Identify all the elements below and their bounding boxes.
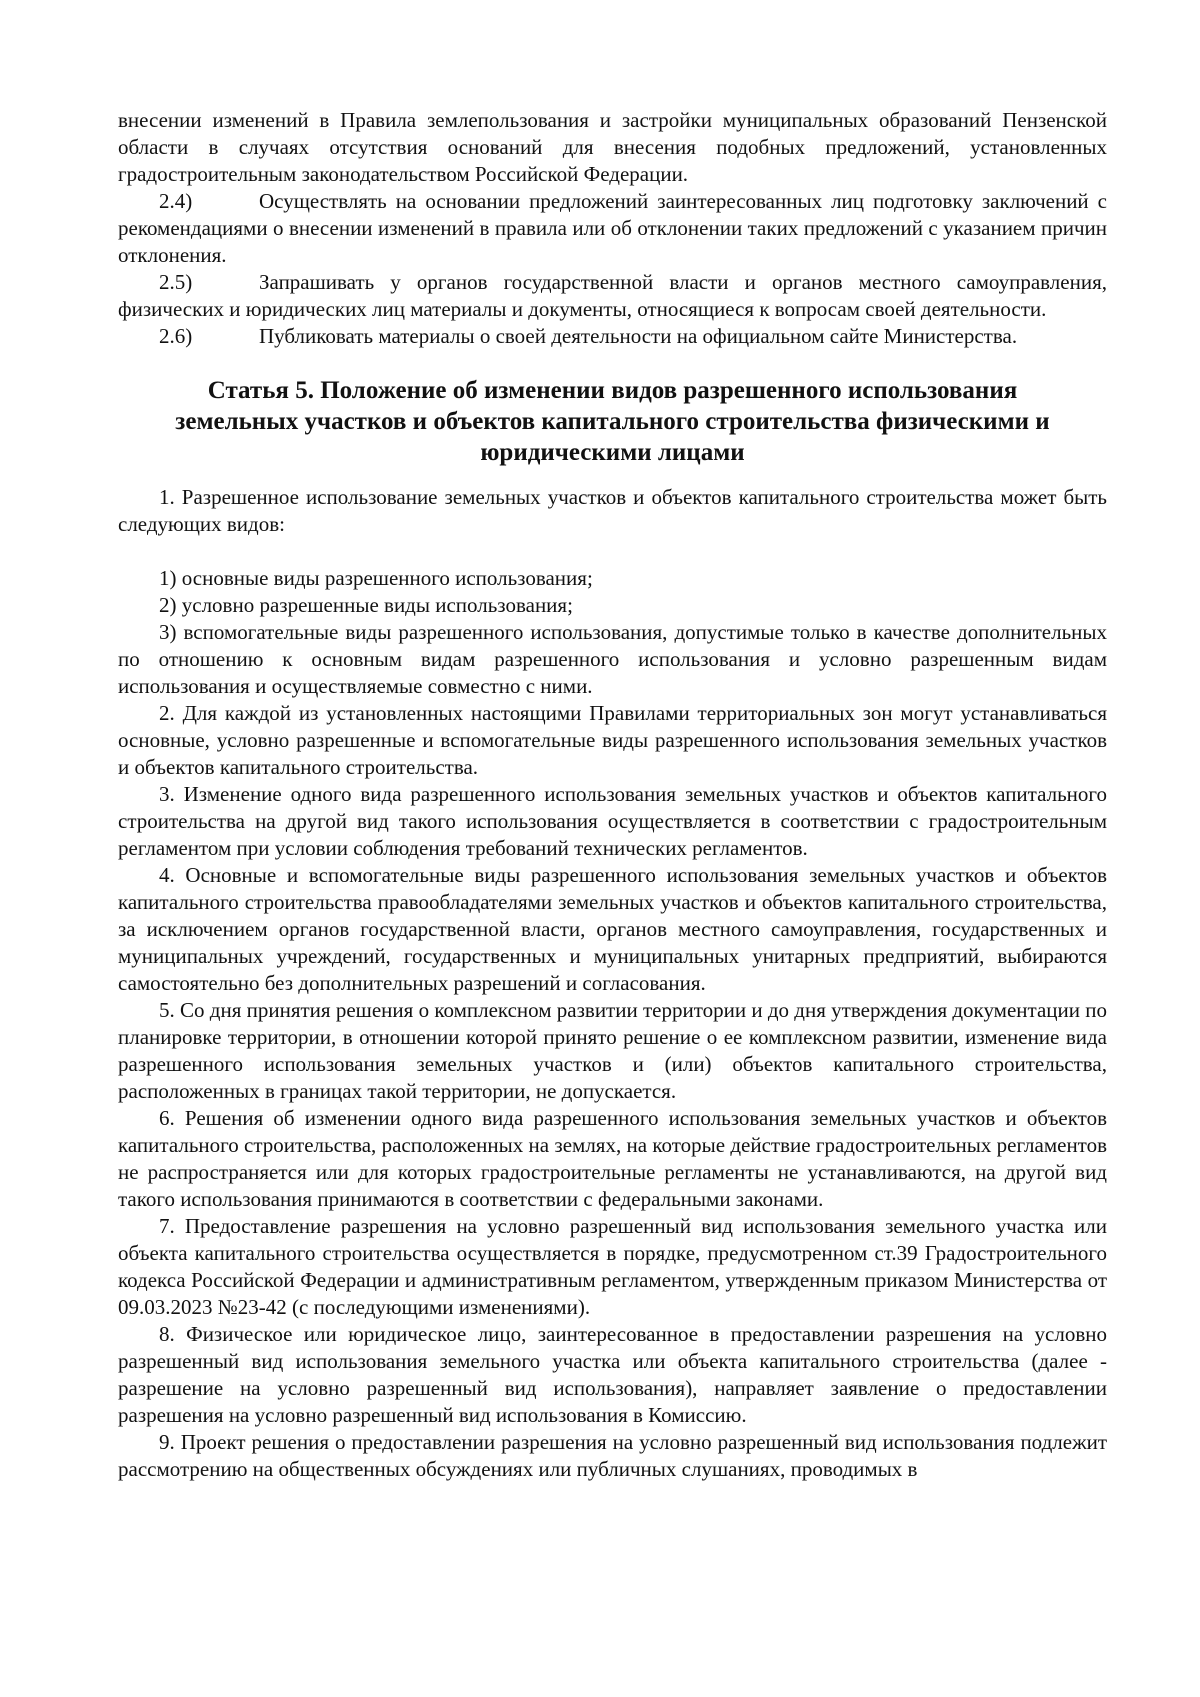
list-item-3: 3) вспомогательные виды разрешенного использования, допустимые только в качестве дополнительных по отношению к основным видам разрешенного использования и условно разрешенным видам использования и осуществляемые совместно с ними. bbox=[118, 620, 1107, 698]
paragraph-7: 7. Предоставление разрешения на условно разрешенный вид использования земельного участка или объекта капитального строительства осуществляется в порядке, предусмотренном ст.39 Градостроительного кодекса Российской Федерации и административным регламентом, утвержденным приказом Министерства от 09.03.2023 №23-42 (с последующими изменениями). bbox=[118, 1214, 1107, 1319]
list-item-2: 2) условно разрешенные виды использования; bbox=[159, 593, 573, 617]
paragraph-6: 6. Решения об изменении одного вида разрешенного использования земельных участков и объектов капитального строительства, расположенных на землях, на которые действие градостроительных регламентов не распространяется или для которых градостроительные регламенты не устанавливаются, на другой вид такого использования принимаются в соответствии с федеральными законами. bbox=[118, 1106, 1107, 1211]
item-text: Публиковать материалы о своей деятельности на официальном сайте Министерства. bbox=[259, 324, 1018, 348]
paragraph-5: 5. Со дня принятия решения о комплексном развитии территории и до дня утверждения документации по планировке территории, в отношении которой принято решение о ее комплексном развитии, изменение вида разрешенного использования земельных участков и (или) объектов капитального строительства, расположенных в границах такой территории, не допускается. bbox=[118, 998, 1107, 1103]
paragraph-4: 4. Основные и вспомогательные виды разрешенного использования земельных участков и объектов капитального строительства правообладателями земельных участков и объектов капитального строительства, за исключением органов государственной власти, органов местного самоуправления, государственных и муниципальных учреждений, государственных и муниципальных унитарных предприятий, выбираются самостоятельно без дополнительных разрешений и согласования. bbox=[118, 863, 1107, 995]
item-number: 2.5) bbox=[159, 270, 193, 294]
paragraph-2: 2. Для каждой из установленных настоящими Правилами территориальных зон могут устанавливаться основные, условно разрешенные и вспомогательные виды разрешенного использования земельных участков и объектов капитального строительства. bbox=[118, 701, 1107, 779]
heading-line-1: Статья 5. Положение об изменении видов разрешенного использования bbox=[207, 377, 1018, 404]
heading-line-2: земельных участков и объектов капитального строительства физическими и bbox=[175, 408, 1050, 435]
paragraph-1: 1. Разрешенное использование земельных участков и объектов капитального строительства может быть следующих видов: bbox=[118, 485, 1107, 536]
item-number: 2.6) bbox=[159, 324, 193, 348]
paragraph-8: 8. Физическое или юридическое лицо, заинтересованное в предоставлении разрешения на условно разрешенный вид использования земельного участка или объекта капитального строительства (далее - разрешение на условно разрешенный вид использования), направляет заявление о предоставлении разрешения на условно разрешенный вид использования в Комиссию. bbox=[118, 1322, 1107, 1427]
list-item-2-5 bbox=[118, 269, 1107, 323]
article-heading bbox=[118, 375, 1107, 468]
list-item-2-6 bbox=[118, 323, 1107, 350]
list-item-1: 1) основные виды разрешенного использования; bbox=[159, 566, 593, 590]
paragraph-continuation: внесении изменений в Правила землепользования и застройки муниципальных образований Пензенской области в случаях отсутствия оснований для внесения подобных предложений, установленных градостроительным законодательством Российской Федерации. bbox=[118, 108, 1107, 186]
item-number: 2.4) bbox=[159, 189, 193, 213]
heading-line-3: юридическими лицами bbox=[480, 439, 745, 466]
paragraph-9: 9. Проект решения о предоставлении разрешения на условно разрешенный вид использования подлежит рассмотрению на общественных обсуждениях или публичных слушаниях, проводимых в bbox=[118, 1430, 1107, 1481]
item-text: Запрашивать у органов государственной власти и органов местного самоуправления, физических и юридических лиц материалы и документы, относящиеся к вопросам своей деятельности. bbox=[118, 270, 1107, 321]
paragraph-3: 3. Изменение одного вида разрешенного использования земельных участков и объектов капитального строительства на другой вид такого использования осуществляется в соответствии с градостроительным регламентом при условии соблюдения требований технических регламентов. bbox=[118, 782, 1107, 860]
item-text: Осуществлять на основании предложений заинтересованных лиц подготовку заключений с рекомендациями о внесении изменений в правила или об отклонении таких предложений с указанием причин отклонения. bbox=[118, 189, 1107, 267]
list-item-2-4 bbox=[118, 188, 1107, 269]
